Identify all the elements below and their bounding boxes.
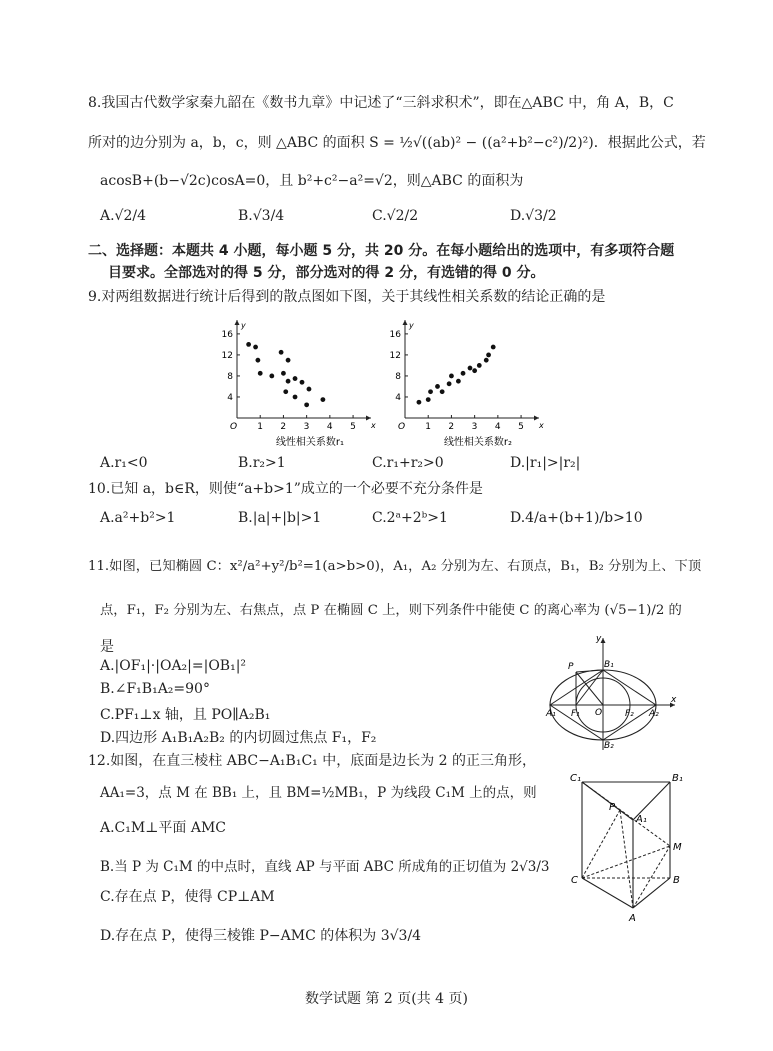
chart-caption: 线性相关系数r₂ (443, 437, 513, 448)
origin-label: O (230, 422, 238, 432)
x-tick-label: 3 (303, 422, 310, 432)
data-point (428, 389, 433, 394)
label-a2: A₂ (649, 709, 659, 719)
label-p: P (568, 662, 574, 672)
data-point (300, 380, 305, 385)
scatter-chart-r1 (215, 318, 385, 456)
q10-option-b: B.|a|+|b|>1 (238, 510, 322, 526)
q12-option-b: B.当 P 为 C₁M 的中点时，直线 AP 与平面 ABC 所成角的正切值为 2√3/3 (100, 859, 550, 875)
label-c1: C₁ (570, 773, 581, 784)
label-b1: B₁ (604, 660, 614, 670)
x-tick-label: 5 (350, 422, 356, 432)
data-point (246, 342, 251, 347)
label-b: B (673, 875, 680, 886)
q10-option-c: C.2ᵃ+2ᵇ>1 (372, 510, 448, 526)
q10-option-d: D.4/a+(b+1)/b>10 (510, 510, 643, 526)
q8-option-a: A.√2/4 (100, 208, 147, 224)
q10-option-a: A.a²+b²>1 (100, 510, 176, 526)
segment-c1-m (582, 782, 670, 846)
q9-stem: 9.对两组数据进行统计后得到的散点图如下图，关于其线性相关系数的结论正确的是 (88, 289, 606, 305)
data-point (304, 402, 309, 407)
x-tick-label: 2 (280, 422, 287, 432)
chart-caption: 线性相关系数r₁ (275, 437, 345, 448)
q9-option-c: C.r₁+r₂>0 (372, 455, 444, 471)
data-point (461, 371, 466, 376)
segment-a-p (620, 810, 633, 908)
q11-option-a: A.|OF₁|·|OA₂|=|OB₁|² (100, 658, 247, 674)
label-m: M (673, 842, 682, 853)
q12-option-a: A.C₁M⊥平面 AMC (100, 820, 226, 836)
label-f2: F₂ (625, 709, 634, 719)
segment-c-m (582, 846, 670, 878)
data-point (456, 379, 461, 384)
q11-line3: 是 (100, 639, 114, 655)
page-footer: 数学试题 第 2 页(共 4 页) (305, 991, 468, 1007)
label-a: A (629, 913, 636, 924)
data-point (468, 366, 473, 371)
label-p: P (609, 802, 616, 813)
q12-line1: 12.如图，在直三棱柱 ABC−A₁B₁C₁ 中，底面是边长为 2 的正三角形， (88, 753, 537, 769)
y-axis-label: y (409, 321, 414, 330)
y-tick-label: 16 (221, 329, 233, 340)
section2-line2: 目要求。全部选对的得 5 分，部分选对的得 2 分，有选错的得 0 分。 (108, 265, 545, 281)
x-tick-label: 4 (326, 422, 333, 432)
q12-line2: AA₁=3，点 M 在 BB₁ 上，且 BM=½MB₁，P 为线段 C₁M 上的点，则 (100, 785, 537, 801)
y-tick-label: 4 (395, 392, 401, 403)
y-axis-arrow (403, 320, 408, 325)
q8-line3: acosB+(b−√2c)cosA=0，且 b²+c²−a²=√2，则△ABC 的面积为 (100, 173, 524, 189)
y-tick-label: 16 (389, 329, 401, 340)
data-point (435, 384, 440, 389)
label-a1: A₁ (546, 709, 556, 719)
data-point (253, 345, 258, 350)
data-point (472, 368, 477, 373)
q10-stem: 10.已知 a，b∈R，则使“a+b>1”成立的一个必要不充分条件是 (88, 481, 483, 497)
data-point (486, 353, 491, 358)
x-axis-arrow (534, 416, 539, 421)
q9-option-d: D.|r₁|>|r₂| (510, 455, 581, 471)
y-tick-label: 8 (227, 371, 233, 382)
q8-line2: 所对的边分别为 a，b，c，则 △ABC 的面积 S = ½√((ab)² − ((a²+b²−c²)/2)²)．根据此公式，若 (88, 135, 706, 151)
data-point (293, 395, 298, 400)
q8-option-b: B.√3/4 (238, 208, 285, 224)
data-point (281, 371, 286, 376)
label-b1: B₁ (672, 773, 683, 784)
data-point (440, 389, 445, 394)
label-x: x (671, 695, 677, 705)
y-axis-label: y (241, 321, 246, 330)
x-tick-label: 1 (425, 422, 431, 432)
edge-c-a (582, 878, 633, 908)
segment-p-b1 (576, 670, 603, 672)
x-axis-name: x (539, 421, 544, 430)
data-point (320, 397, 325, 402)
data-point (307, 387, 312, 392)
label-b2: B₂ (604, 741, 614, 751)
q12-option-d: D.存在点 P，使得三棱锥 P−AMC 的体积为 3√3/4 (100, 928, 422, 944)
q11-option-b: B.∠F₁B₁A₂=90° (100, 681, 210, 697)
data-point (477, 363, 482, 368)
data-point (286, 358, 291, 363)
q8-option-d: D.√3/2 (510, 208, 557, 224)
q8-option-c: C.√2/2 (372, 208, 419, 224)
x-tick-label: 5 (518, 422, 524, 432)
label-c: C (571, 875, 578, 886)
label-y: y (596, 634, 602, 644)
data-point (255, 358, 260, 363)
x-tick-label: 2 (448, 422, 455, 432)
data-point (417, 400, 422, 405)
q9-option-b: B.r₂>1 (238, 455, 286, 471)
data-point (279, 350, 284, 355)
origin-label: O (398, 422, 406, 432)
q11-option-d: D.四边形 A₁B₁A₂B₂ 的内切圆过焦点 F₁，F₂ (100, 730, 377, 746)
edge-b-a (633, 878, 670, 908)
q11-option-c: C.PF₁⊥x 轴，且 PO∥A₂B₁ (100, 707, 271, 723)
q9-option-a: A.r₁<0 (100, 455, 148, 471)
x-axis-name: x (371, 421, 376, 430)
data-point (426, 397, 431, 402)
data-point (491, 345, 496, 350)
data-point (269, 374, 274, 379)
data-point (293, 376, 298, 381)
q12-option-c: C.存在点 P，使得 CP⊥AM (100, 889, 275, 905)
data-point (258, 371, 263, 376)
segment-a-m (633, 846, 670, 908)
y-tick-label: 12 (221, 350, 233, 361)
q11-line2: 点，F₁，F₂ 分别为左、右焦点，点 P 在椭圆 C 上，则下列条件中能使 C 的离心率为 (√5−1)/2 的 (100, 603, 682, 618)
x-tick-label: 3 (471, 422, 478, 432)
data-point (283, 389, 288, 394)
q11-line1: 11.如图，已知椭圆 C：x²/a²+y²/b²=1(a>b>0)，A₁，A₂ 分别为左、右顶点，B₁，B₂ 分别为上、下顶 (88, 559, 702, 574)
data-point (449, 374, 454, 379)
q8-line1: 8.我国古代数学家秦九韶在《数书九章》中记述了“三斜求积术”，即在△ABC 中，角 A，B，C (88, 95, 674, 111)
label-f1: F₁ (571, 709, 580, 719)
prism-figure (565, 770, 690, 925)
y-tick-label: 8 (395, 371, 401, 382)
label-a1: A₁ (636, 814, 647, 825)
data-point (447, 381, 452, 386)
ellipse-figure (545, 632, 685, 754)
scatter-chart-r2 (383, 318, 553, 456)
y-tick-label: 12 (389, 350, 401, 361)
data-point (484, 358, 489, 363)
x-tick-label: 4 (494, 422, 501, 432)
section2-line1: 二、选择题：本题共 4 小题，每小题 5 分，共 20 分。在每小题给出的选项中，有多项符合题 (88, 243, 675, 259)
data-point (286, 379, 291, 384)
x-axis-arrow (366, 416, 371, 421)
segment-c-p (582, 810, 620, 878)
x-tick-label: 1 (257, 422, 263, 432)
label-o: O (595, 708, 603, 718)
y-axis-arrow (235, 320, 240, 325)
y-tick-label: 4 (227, 392, 233, 403)
